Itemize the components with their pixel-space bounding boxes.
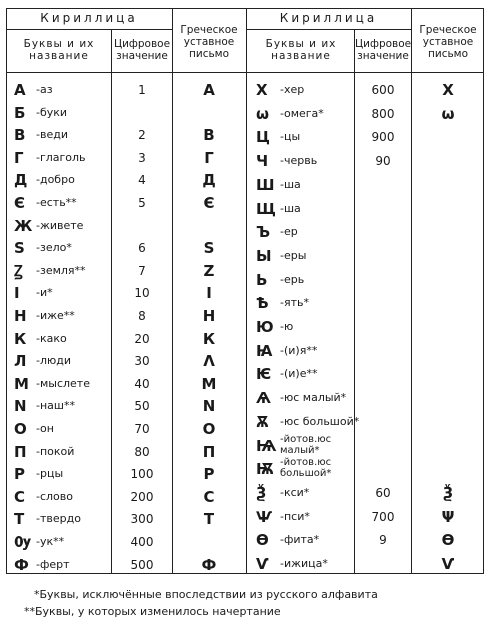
table-row [0,218,494,246]
letter-name: -ферт [36,557,70,571]
letter-name: -ук** [36,535,65,548]
cyrillic-letter: Ѯ [256,483,267,502]
letter-name: -буки [36,105,68,119]
greek-letter: Ф [201,555,217,574]
greek-letter: П [202,442,216,461]
cyrillic-letter: Ь [256,270,268,289]
greek-letter: ω [441,104,455,123]
numeric-value: 100 [130,467,154,482]
letter-name: -наш** [36,399,75,413]
cyrillic-letter: N [14,397,27,416]
letter-name: -люди [36,354,72,368]
cyrillic-letter: Ы [256,246,272,265]
numeric-value: 500 [130,557,154,572]
cyrillic-letter: Щ [256,199,276,218]
letter-name: -аз [36,83,53,96]
greek-letter: Є [203,194,215,212]
cyrillic-header-underline-left [6,29,172,30]
numeric-value: 40 [134,376,150,391]
cyrillic-letter: Є [14,194,26,212]
letter-name: -червь [280,154,318,168]
cyrillic-letter: Ѣ [256,294,269,313]
cyrillic-header-left: Кириллица [40,11,138,25]
cyrillic-letter: К [14,329,27,348]
table-row [0,433,494,460]
letter-name: -и* [36,286,53,300]
cyrillic-letter: Н [14,307,27,325]
greek-header-left: Греческое уставное письмо [180,24,238,60]
letter-name: -земля** [36,263,86,277]
numeric-value: 1 [138,83,146,97]
cyrillic-letter: Ѧ [256,389,271,408]
numeric-value: 60 [375,485,391,500]
letter-name: -есть** [36,196,77,209]
letter-name: -ша [280,201,301,215]
letter-name: -како [36,331,67,345]
letter-name: -глаголь [36,150,86,164]
greek-letter: Х [442,81,454,99]
cyrillic-letter: О [14,420,27,438]
cyrillic-letter: Ѳ [256,531,269,550]
numeric-value: 700 [371,509,395,524]
numeric-value: 600 [371,83,395,97]
numeric-value: 20 [134,331,150,346]
cyrillic-letter: Ч [256,152,269,171]
letter-name: -добро [36,173,75,187]
cyrillic-header-underline-right [246,29,411,30]
letters-header-right: Буквы и их название [265,38,337,62]
letter-name: -ю [280,320,294,333]
greek-letter: Z [203,261,215,280]
table-row [0,293,494,317]
cyrillic-letter: В [14,126,26,145]
greek-letter: Г [204,148,214,167]
letter-name: -веди [36,128,68,142]
numeric-value: 3 [138,150,146,165]
table-row [0,246,494,270]
letter-name: -твердо [36,512,81,526]
cyrillic-letter: Ꙗ [256,341,273,360]
table-row [0,270,494,294]
numeric-value: 800 [371,106,395,121]
numeric-value: 7 [138,263,146,278]
letter-name: -слово [36,489,73,503]
numeric-value: 70 [134,422,150,436]
greek-letter: І [206,284,212,303]
cyrillic-letter: Т [14,510,25,529]
numeric-value: 80 [134,444,150,459]
cyrillic-header-right: Кириллица [279,11,378,25]
letter-name: -покой [36,444,75,458]
cyrillic-letter: Ѱ [256,507,273,526]
cyrillic-letter: Ц [256,128,270,147]
numeric-value: 90 [375,154,391,169]
cyrillic-letter: П [14,442,27,461]
table-row [0,459,494,483]
letter-name: -цы [280,130,301,144]
table-row [0,341,494,368]
greek-letter: Т [203,510,215,529]
greek-header-right: Греческое уставное письмо [419,24,477,60]
cyrillic-letter: Ѫ [256,412,269,431]
numeric-header-right: Цифровое значение [355,38,412,62]
letter-name: -йотов.юс малый* [280,433,332,456]
greek-letter: Ѳ [441,531,455,550]
letter-name: -мыслете [36,376,90,390]
letter-name: -юс большой* [280,414,360,428]
letter-name: -он [36,422,54,435]
letter-name: -(и)е** [280,367,318,381]
table-row [0,483,494,507]
numeric-value: 300 [130,512,154,527]
cyrillic-letter: Ю [256,318,274,336]
letter-name: -ерь [280,272,305,286]
numeric-value: 9 [379,533,387,548]
numeric-value: 4 [138,173,146,188]
table-row [0,104,494,128]
letter-name: -ша [280,177,301,191]
table-row [0,127,494,151]
greek-letter: М [201,374,217,393]
table-row [0,317,494,341]
greek-letter: К [202,329,216,348]
greek-letter: А [203,81,215,99]
numeric-value: 5 [138,196,146,210]
cyrillic-letter: Ѭ [256,460,275,479]
letter-name: -рцы [36,467,64,481]
cyrillic-letter: Б [14,103,26,122]
greek-letter: Ѯ [442,483,454,502]
numeric-value: 6 [138,241,146,256]
letters-header-left: Буквы и их название [23,38,95,62]
letter-name: -(и)я** [280,343,318,357]
greek-letter: О [202,420,216,438]
table-row [0,196,494,223]
numeric-value: 50 [134,399,150,414]
table-row [0,388,494,412]
numeric-value: 900 [371,130,395,145]
greek-letter: Д [202,171,216,190]
cyrillic-letter: Ѥ [256,365,272,384]
greek-letter: Ψ [441,507,455,526]
cyrillic-letter: Ѵ [256,555,269,573]
greek-letter: В [203,126,215,145]
cyrillic-letter: Ꙁ [14,261,23,280]
greek-letter: Н [202,307,216,325]
cyrillic-letter: Р [14,465,25,484]
cyrillic-letter: І [14,284,20,303]
letter-name: -зело* [36,241,72,255]
table-row [0,80,494,104]
table-row [0,151,494,175]
footnote: **Буквы, у которых изменилось начертание [24,605,281,618]
cyrillic-letter: Д [14,171,28,190]
table-row [0,412,494,436]
letter-name: -ять* [280,296,309,310]
greek-letter: Ѵ [441,555,455,573]
cyrillic-letter: Л [14,352,27,371]
numeric-value: 200 [130,489,154,504]
cyrillic-letter: Ъ [256,223,271,242]
cyrillic-letter: С [14,487,26,506]
cyrillic-letter: Ш [256,175,275,194]
letter-name: -фита* [280,533,320,547]
numeric-value: 400 [130,535,154,549]
table-row [0,175,494,199]
footnote: *Буквы, исключённые впоследствии из русского алфавита [34,588,378,601]
cyrillic-letter: Г [14,148,24,167]
numeric-value: 30 [134,354,150,369]
cyrillic-letter: ѡ [256,104,270,123]
letter-name: -кси* [280,485,310,499]
letter-name: -хер [280,83,305,96]
cyrillic-letter: Ѹ [14,533,32,551]
letter-name: -юс малый* [280,391,347,405]
cyrillic-letter: Ѕ [14,239,25,258]
letter-name: -пси* [280,509,310,523]
table-row [0,554,494,578]
greek-letter: Λ [203,352,215,371]
numeric-value: 8 [138,309,146,323]
cyrillic-letter: М [14,374,29,393]
numeric-header-left: Цифровое значение [113,38,171,62]
cyrillic-letter: Ф [14,555,29,574]
greek-letter: Ѕ [203,239,215,258]
greek-letter: N [202,397,216,416]
letter-name: -иже** [36,309,75,322]
greek-letter: Р [203,465,215,484]
table-row [0,507,494,531]
letter-name: -йотов.юс большой* [280,457,332,480]
numeric-value: 2 [138,128,146,143]
letter-name: -омега* [280,106,324,120]
cyrillic-letter: А [14,81,26,99]
cyrillic-letter: Ж [14,216,33,235]
cyrillic-letter: Ѩ [256,436,277,455]
letter-name: -живете [36,218,84,232]
letter-name: -ижица* [280,557,328,570]
letter-name: -еры [280,248,307,262]
letter-name: -ер [280,225,298,239]
numeric-value: 10 [134,286,150,301]
greek-letter: С [203,487,215,506]
table-row [0,530,494,554]
table-row [0,364,494,388]
cyrillic-letter: Х [256,81,268,99]
